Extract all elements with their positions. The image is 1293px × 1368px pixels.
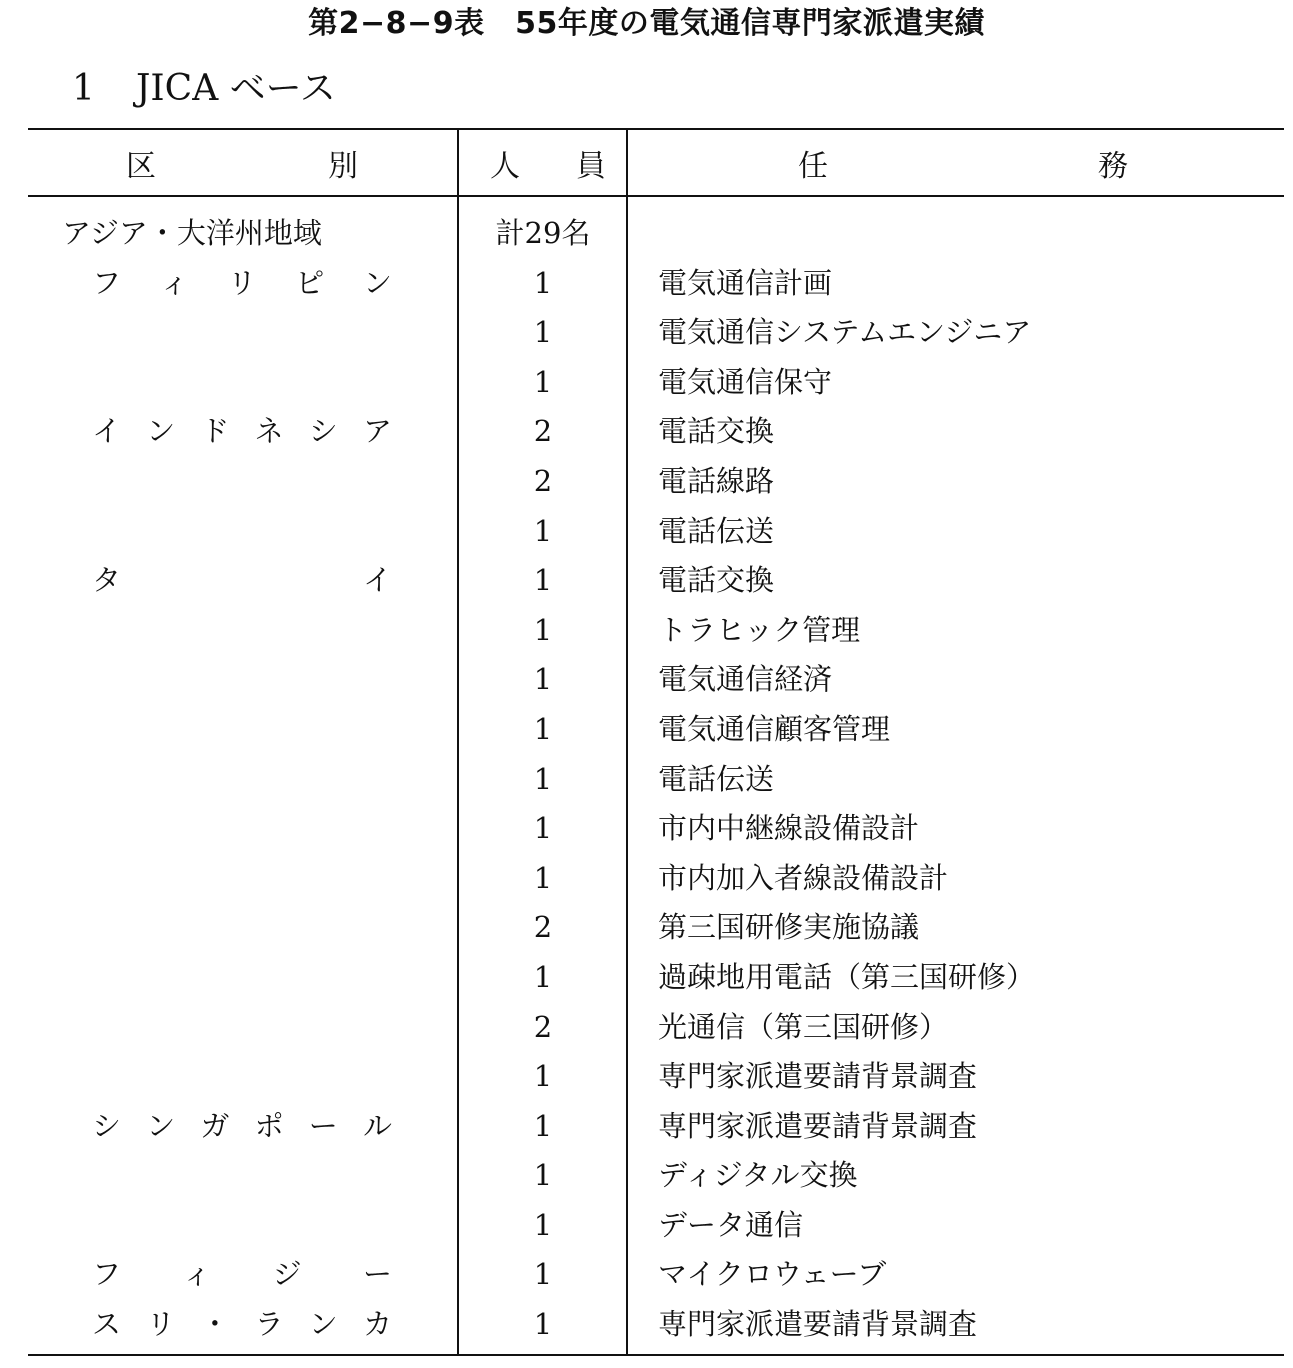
country-cell: タ イ <box>92 563 392 598</box>
header-persons-part: 員 <box>576 148 606 184</box>
persons-cell: 1 <box>533 1307 553 1342</box>
persons-cell: 1 <box>533 860 553 895</box>
table-title: 第2−8−9表 55年度の電気通信専門家派遣実績 <box>308 6 985 41</box>
persons-cell: 1 <box>533 1158 553 1193</box>
table-row <box>28 308 1284 358</box>
task-cell: 過疎地用電話（第三国研修） <box>658 959 1036 994</box>
task-cell: 電話伝送 <box>658 761 775 796</box>
task-cell: 市内加入者線設備設計 <box>658 860 949 895</box>
task-cell: 専門家派遣要請背景調査 <box>658 1059 978 1094</box>
table-row <box>28 804 1284 854</box>
section-label: JICA ベース <box>136 68 336 109</box>
persons-cell: 1 <box>533 1257 553 1292</box>
header-category-part: 別 <box>328 148 358 184</box>
table-row <box>28 705 1284 755</box>
persons-cell: 1 <box>533 1059 553 1094</box>
table-row <box>28 1102 1284 1152</box>
table-row <box>28 457 1284 507</box>
table-row <box>28 358 1284 408</box>
task-cell: マイクロウェーブ <box>658 1257 887 1292</box>
task-cell: データ通信 <box>658 1207 804 1242</box>
persons-cell: 1 <box>533 513 553 548</box>
header-category <box>126 130 358 195</box>
table-row <box>28 556 1284 606</box>
persons-cell: 1 <box>533 612 553 647</box>
task-cell: 電話伝送 <box>658 513 775 548</box>
task-cell: 専門家派遣要請背景調査 <box>658 1307 978 1342</box>
header-persons <box>490 130 606 195</box>
table-header <box>28 130 1284 195</box>
persons-cell: 1 <box>533 761 553 796</box>
table-row <box>28 1300 1284 1350</box>
persons-cell: 1 <box>533 662 553 697</box>
table-row <box>28 755 1284 805</box>
persons-cell: 1 <box>533 265 553 300</box>
country-cell: フ ィ リ ピ ン <box>92 265 392 300</box>
persons-cell: 1 <box>533 563 553 598</box>
section-number: 1 <box>72 68 95 109</box>
table-row <box>28 1250 1284 1300</box>
persons-cell: 2 <box>533 910 553 945</box>
task-cell: 電気通信保守 <box>658 364 833 399</box>
task-cell: 第三国研修実施協議 <box>658 910 920 945</box>
task-cell: 電話交換 <box>658 414 775 449</box>
table-row <box>28 1151 1284 1201</box>
country-cell: シ ン ガ ポ ー ル <box>92 1108 392 1143</box>
persons-cell: 1 <box>533 1207 553 1242</box>
persons-cell: 計29名 <box>495 216 591 250</box>
header-persons-part: 人 <box>490 148 520 184</box>
persons-cell: 1 <box>533 711 553 746</box>
task-cell: 市内中継線設備設計 <box>658 811 920 846</box>
table-row <box>28 1003 1284 1053</box>
persons-cell: 2 <box>533 1009 553 1044</box>
region-cell: アジア・大洋州地域 <box>62 216 322 250</box>
persons-cell: 1 <box>533 315 553 350</box>
header-task-part: 務 <box>1098 148 1128 184</box>
task-cell: 電気通信計画 <box>658 265 833 300</box>
country-cell: ス リ ・ ラ ン カ <box>92 1307 392 1342</box>
persons-cell: 1 <box>533 1108 553 1143</box>
header-task-part: 任 <box>798 148 828 184</box>
section-heading <box>72 66 336 112</box>
header-task <box>798 130 1128 195</box>
country-cell: フ ィ ジ ー <box>92 1257 392 1292</box>
table-row <box>28 259 1284 309</box>
persons-cell: 1 <box>533 959 553 994</box>
task-cell: 電話線路 <box>658 463 775 498</box>
task-cell: 専門家派遣要請背景調査 <box>658 1108 978 1143</box>
table-bottom-rule <box>28 1354 1284 1356</box>
table-row <box>28 1052 1284 1102</box>
table-row <box>28 1201 1284 1251</box>
task-cell: 電気通信顧客管理 <box>658 711 891 746</box>
country-cell: イ ン ド ネ シ ア <box>92 414 392 449</box>
table-row <box>28 606 1284 656</box>
task-cell: トラヒック管理 <box>658 612 861 647</box>
persons-cell: 2 <box>533 414 553 449</box>
task-cell: 電気通信システムエンジニア <box>658 315 1032 350</box>
persons-cell: 1 <box>533 364 553 399</box>
header-category-part: 区 <box>126 148 156 184</box>
table-row <box>28 854 1284 904</box>
persons-cell: 1 <box>533 811 553 846</box>
persons-cell: 2 <box>533 463 553 498</box>
table-row <box>28 655 1284 705</box>
task-cell: ディジタル交換 <box>658 1158 858 1193</box>
table-row <box>28 903 1284 953</box>
table-row <box>28 953 1284 1003</box>
task-cell: 電気通信経済 <box>658 662 833 697</box>
table-row <box>28 407 1284 457</box>
table-body <box>28 209 1284 1350</box>
table-row <box>28 507 1284 557</box>
task-cell: 光通信（第三国研修） <box>658 1009 949 1044</box>
table-header-rule <box>28 195 1284 197</box>
table-row <box>28 209 1284 259</box>
task-cell: 電話交換 <box>658 563 775 598</box>
